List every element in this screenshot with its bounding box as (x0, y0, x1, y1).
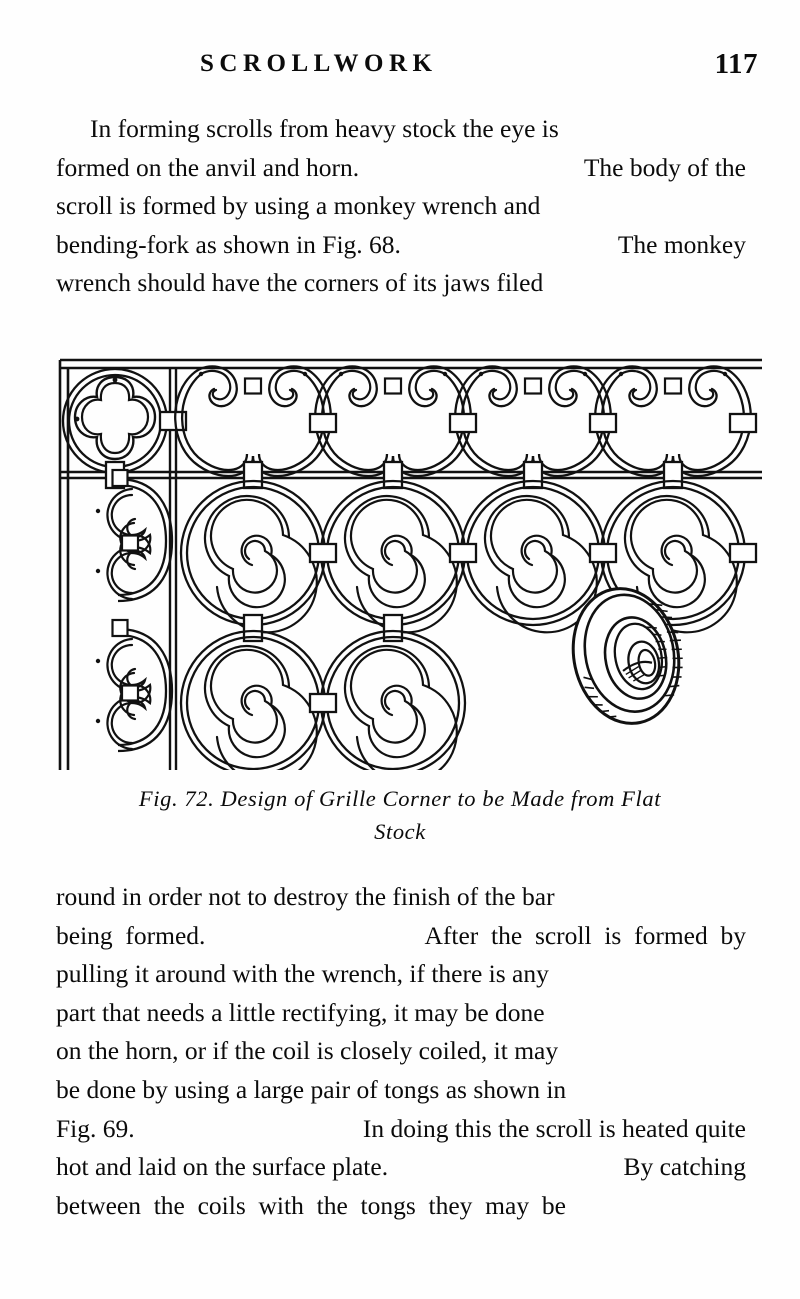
text-line: scroll is formed by using a monkey wrench and (56, 191, 541, 221)
text-line: hot and laid on the surface plate. By catching (56, 1152, 746, 1182)
text-line: be done by using a large pair of tongs as shown in (56, 1074, 567, 1104)
page-title: SCROLLWORK (200, 50, 438, 77)
page-number: 117 (714, 48, 758, 80)
paragraph-bottom (56, 878, 746, 1225)
corner-quatrefoil (63, 369, 167, 473)
text-line: In forming scrolls from heavy stock the eye is (90, 114, 559, 143)
lower-collars (244, 615, 402, 641)
left-column-scrolls (96, 470, 172, 751)
text-line: formed on the anvil and horn. The body of the (56, 152, 746, 182)
bottom-row-scrolls (181, 631, 465, 770)
caption-line-1: Fig. 72. Design of Grille Corner to be Made from Flat (138, 786, 662, 811)
text-line: pulling it around with the wrench, if there is any (56, 959, 549, 989)
text-line: wrench should have the corners of its jaws filed (56, 268, 544, 298)
figure-caption (40, 782, 760, 848)
text-line: round in order not to destroy the finish of the bar (56, 882, 555, 911)
figure-grille-corner (48, 338, 762, 770)
text-line: between the coils with the tongs they may be (56, 1190, 566, 1220)
running-head (55, 50, 758, 88)
middle-row-scrolls (181, 481, 756, 632)
mid-rail-collars (244, 462, 682, 488)
text-line: Fig. 69. In doing this the scroll is heated quite (56, 1113, 746, 1143)
text-line: on the horn, or if the coil is closely coiled, it may (56, 1036, 559, 1066)
coil-detail (561, 579, 692, 734)
top-row-scrolls (175, 366, 756, 476)
text-line: being formed. After the scroll is formed by (56, 920, 746, 950)
text-line: bending-fork as shown in Fig. 68. The monkey (56, 229, 746, 259)
text-line: part that needs a little rectifying, it may be done (56, 997, 545, 1027)
paragraph-top (56, 110, 746, 303)
caption-line-2: Stock (374, 819, 426, 844)
